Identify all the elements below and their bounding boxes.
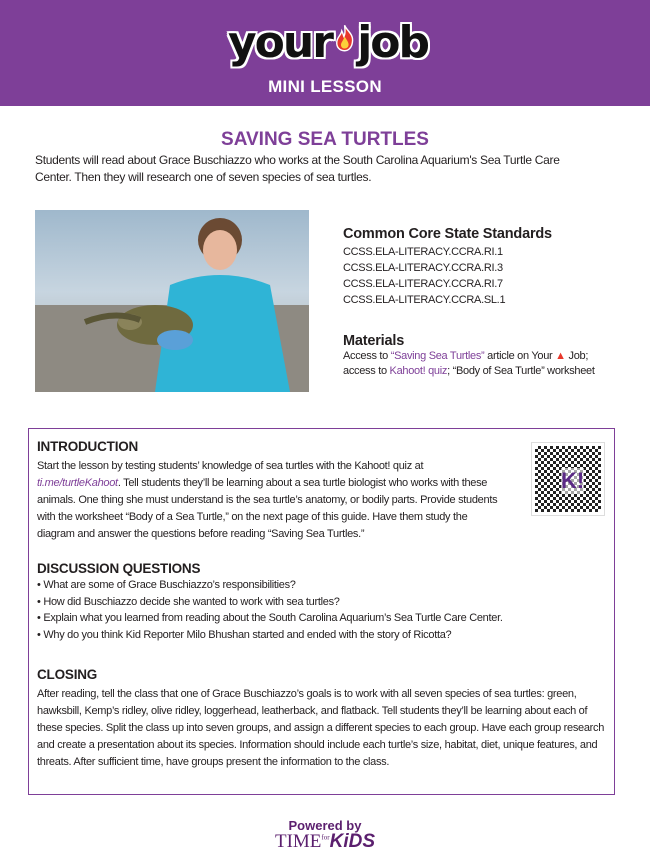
intro-text: Start the lesson by testing students’ knowledge of sea turtles with the Kahoot! quiz at xyxy=(37,460,424,472)
lesson-summary: Students will read about Grace Buschiazzo who works at the South Carolina Aquarium's Sea Turtle Care Center. Then they will research one of seven species of sea turtles. xyxy=(35,153,560,184)
for-text: for xyxy=(321,833,330,842)
materials-text: Job; xyxy=(565,350,589,362)
materials-text: ; “Body of Sea Turtle” worksheet xyxy=(447,365,595,377)
standards-section xyxy=(343,226,633,308)
materials-heading: Materials xyxy=(343,333,405,349)
lesson-box xyxy=(28,428,615,795)
materials-section xyxy=(343,333,633,379)
your-job-logo xyxy=(228,14,428,70)
materials-text: Access to xyxy=(343,350,391,362)
article-link[interactable]: “Saving Sea Turtles” xyxy=(390,350,485,362)
standard-item: CCSS.ELA-LITERACY.CCRA.RI.1 xyxy=(343,246,503,258)
standard-item: CCSS.ELA-LITERACY.CCRA.RI.7 xyxy=(343,278,503,290)
materials-text: article on Your xyxy=(484,350,556,362)
materials-text: access to xyxy=(343,365,390,377)
introduction-text xyxy=(37,458,505,543)
discussion-question: • Why do you think Kid Reporter Milo Bhushan started and ended with the story of Ricotta? xyxy=(37,627,607,644)
kahoot-qr-code[interactable] xyxy=(532,443,604,515)
powered-by-time-for-kids-logo xyxy=(0,818,650,853)
kahoot-url-link[interactable]: ti.me/turtleKahoot xyxy=(37,477,118,489)
mini-lesson-label: MINI LESSON xyxy=(268,77,382,96)
flame-icon xyxy=(334,18,355,58)
biologist-holding-turtle-photo xyxy=(35,210,309,392)
kids-text: KiDS xyxy=(329,831,375,852)
kahoot-logo: K! xyxy=(561,468,585,493)
closing-heading: CLOSING xyxy=(37,667,98,682)
logo-text-your: your xyxy=(228,16,332,68)
powered-by-text: Powered by xyxy=(288,818,362,833)
page-title: SAVING SEA TURTLES xyxy=(221,129,429,150)
intro-text: . Tell students they’ll be learning about a sea turtle biologist who works with these animals. One thing she must understand is the sea turtle’s anatomy, or bodily parts. Provide students with the worksheet “Body of a Sea Turtle,” on the next page of this guide. Have them study the diagram and answer the questions before reading “Saving Sea Turtles.” xyxy=(37,477,498,540)
discussion-question: • What are some of Grace Buschiazzo’s responsibilities? xyxy=(37,577,607,594)
flame-icon: ▲ xyxy=(555,350,566,362)
discussion-list xyxy=(37,577,607,643)
standard-item: CCSS.ELA-LITERACY.CCRA.RI.3 xyxy=(343,262,503,274)
introduction-heading: INTRODUCTION xyxy=(37,439,139,454)
standards-heading: Common Core State Standards xyxy=(343,226,552,242)
discussion-heading: DISCUSSION QUESTIONS xyxy=(37,561,201,576)
standard-item: CCSS.ELA-LITERACY.CCRA.SL.1 xyxy=(343,294,506,306)
logo-text-job: job xyxy=(357,16,428,68)
time-text: TIME xyxy=(274,831,322,852)
closing-text: After reading, tell the class that one of Grace Buschiazzo’s goals is to work with all seven species of sea turtles: green, hawksbill, Kemp’s ridley, olive ridley, loggerhead, leatherback, and flatback. Tell students they’ll be learning about each of these species. Split the class up into seven groups, and assign a different species to each group. Have each group research and create a presentation about its species. Information should include each turtle’s size, habitat, diet, unique features, and threats. After sufficient time, have groups present the information to the class. xyxy=(37,688,605,768)
kahoot-quiz-link[interactable]: Kahoot! quiz xyxy=(389,365,448,377)
discussion-question: • How did Buschiazzo decide she wanted to work with sea turtles? xyxy=(37,594,607,611)
discussion-question: • Explain what you learned from reading about the South Carolina Aquarium’s Sea Turtle Care Center. xyxy=(37,610,607,627)
header-banner xyxy=(0,0,650,106)
